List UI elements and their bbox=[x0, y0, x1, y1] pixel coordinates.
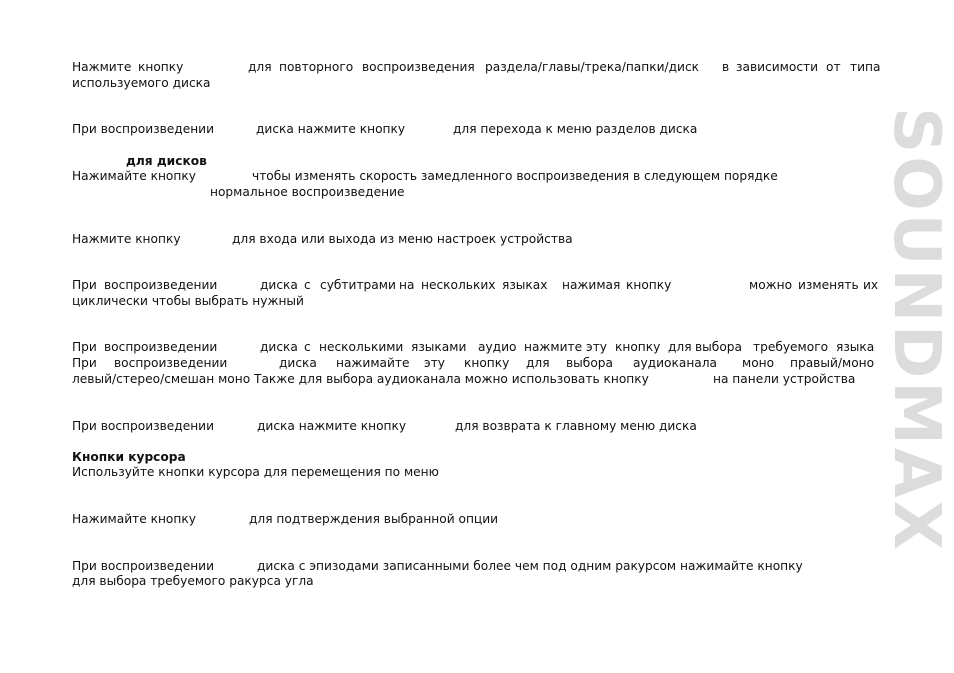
word: для bbox=[248, 60, 272, 74]
text-part: чтобы изменять скорость замедленного воспроизведения в следующем порядке bbox=[252, 169, 778, 183]
word: повторного bbox=[279, 60, 354, 74]
word: раздела/главы/трека/папки/диск bbox=[485, 60, 700, 74]
word: субтитрами bbox=[320, 278, 396, 292]
word: аудиоканала bbox=[633, 356, 718, 370]
text-part: Нажмите кнопку bbox=[72, 232, 181, 246]
text-part: для возврата к главному меню диска bbox=[455, 419, 697, 433]
text-part: левый/стерео/смешан моно Также для выбора аудиоканала можно использовать кнопку bbox=[72, 372, 649, 386]
slow-line-2: нормальное воспроизведение bbox=[210, 185, 405, 199]
word: в bbox=[722, 60, 730, 74]
word: зависимости bbox=[736, 60, 819, 74]
angle-line-2: для выбора требуемого ракурса угла bbox=[72, 574, 314, 588]
word: воспроизведении bbox=[104, 340, 218, 354]
word: При bbox=[72, 278, 97, 292]
cursor-text: Используйте кнопки курсора для перемещения по меню bbox=[72, 465, 439, 479]
word: с bbox=[304, 340, 311, 354]
word: требуемого bbox=[753, 340, 829, 354]
text-part: на панели устройства bbox=[713, 372, 856, 386]
word: на bbox=[399, 278, 415, 292]
word: нескольких bbox=[421, 278, 496, 292]
word: воспроизведении bbox=[104, 278, 218, 292]
word: от bbox=[826, 60, 841, 74]
word: Нажмите bbox=[72, 60, 132, 74]
subtitle-line-2: циклически чтобы выбрать нужный bbox=[72, 294, 304, 308]
word: типа bbox=[850, 60, 881, 74]
word: для bbox=[668, 340, 692, 354]
text-part: Нажимайте кнопку bbox=[72, 512, 196, 526]
slow-heading: для дисков bbox=[126, 154, 207, 168]
word: эту bbox=[424, 356, 446, 370]
word: можно bbox=[749, 278, 793, 292]
word: моно bbox=[742, 356, 775, 370]
repeat-line-2: используемого диска bbox=[72, 76, 211, 90]
text-part: При воспроизведении bbox=[72, 559, 215, 573]
word: их bbox=[863, 278, 879, 292]
cursor-heading: Кнопки курсора bbox=[72, 450, 186, 464]
word: языка bbox=[836, 340, 875, 354]
word: кнопку bbox=[464, 356, 510, 370]
text-part: При воспроизведении bbox=[72, 122, 215, 136]
word: кнопку bbox=[138, 60, 184, 74]
word: При bbox=[72, 340, 97, 354]
word: диска bbox=[279, 356, 317, 370]
text-part: диска с эпизодами записанными более чем под одним ракурсом нажимайте кнопку bbox=[257, 559, 803, 573]
word: кнопку bbox=[626, 278, 672, 292]
word: воспроизведении bbox=[114, 356, 228, 370]
word: эту bbox=[586, 340, 608, 354]
text-part: диска нажмите кнопку bbox=[257, 419, 407, 433]
word: выбора bbox=[695, 340, 742, 354]
word: нажмите bbox=[524, 340, 583, 354]
word: изменять bbox=[798, 278, 859, 292]
word: воспроизведения bbox=[362, 60, 475, 74]
word: аудио bbox=[478, 340, 517, 354]
text-part: диска нажмите кнопку bbox=[256, 122, 406, 136]
word: выбора bbox=[566, 356, 613, 370]
text-part: для входа или выхода из меню настроек устройства bbox=[232, 232, 573, 246]
text-part: для перехода к меню разделов диска bbox=[453, 122, 698, 136]
word: языками bbox=[411, 340, 467, 354]
word: правый/моно bbox=[790, 356, 875, 370]
word: кнопку bbox=[615, 340, 661, 354]
text-part: Нажимайте кнопку bbox=[72, 169, 196, 183]
text-part: При воспроизведении bbox=[72, 419, 215, 433]
word: несколькими bbox=[319, 340, 404, 354]
word: для bbox=[526, 356, 550, 370]
word: нажимая bbox=[562, 278, 621, 292]
word: диска bbox=[260, 340, 298, 354]
word: с bbox=[304, 278, 311, 292]
word: языках bbox=[502, 278, 548, 292]
brand-logo: SOUNDMAX bbox=[879, 107, 953, 553]
word: нажимайте bbox=[336, 356, 410, 370]
word: диска bbox=[260, 278, 298, 292]
word: При bbox=[72, 356, 97, 370]
text-part: для подтверждения выбранной опции bbox=[249, 512, 499, 526]
